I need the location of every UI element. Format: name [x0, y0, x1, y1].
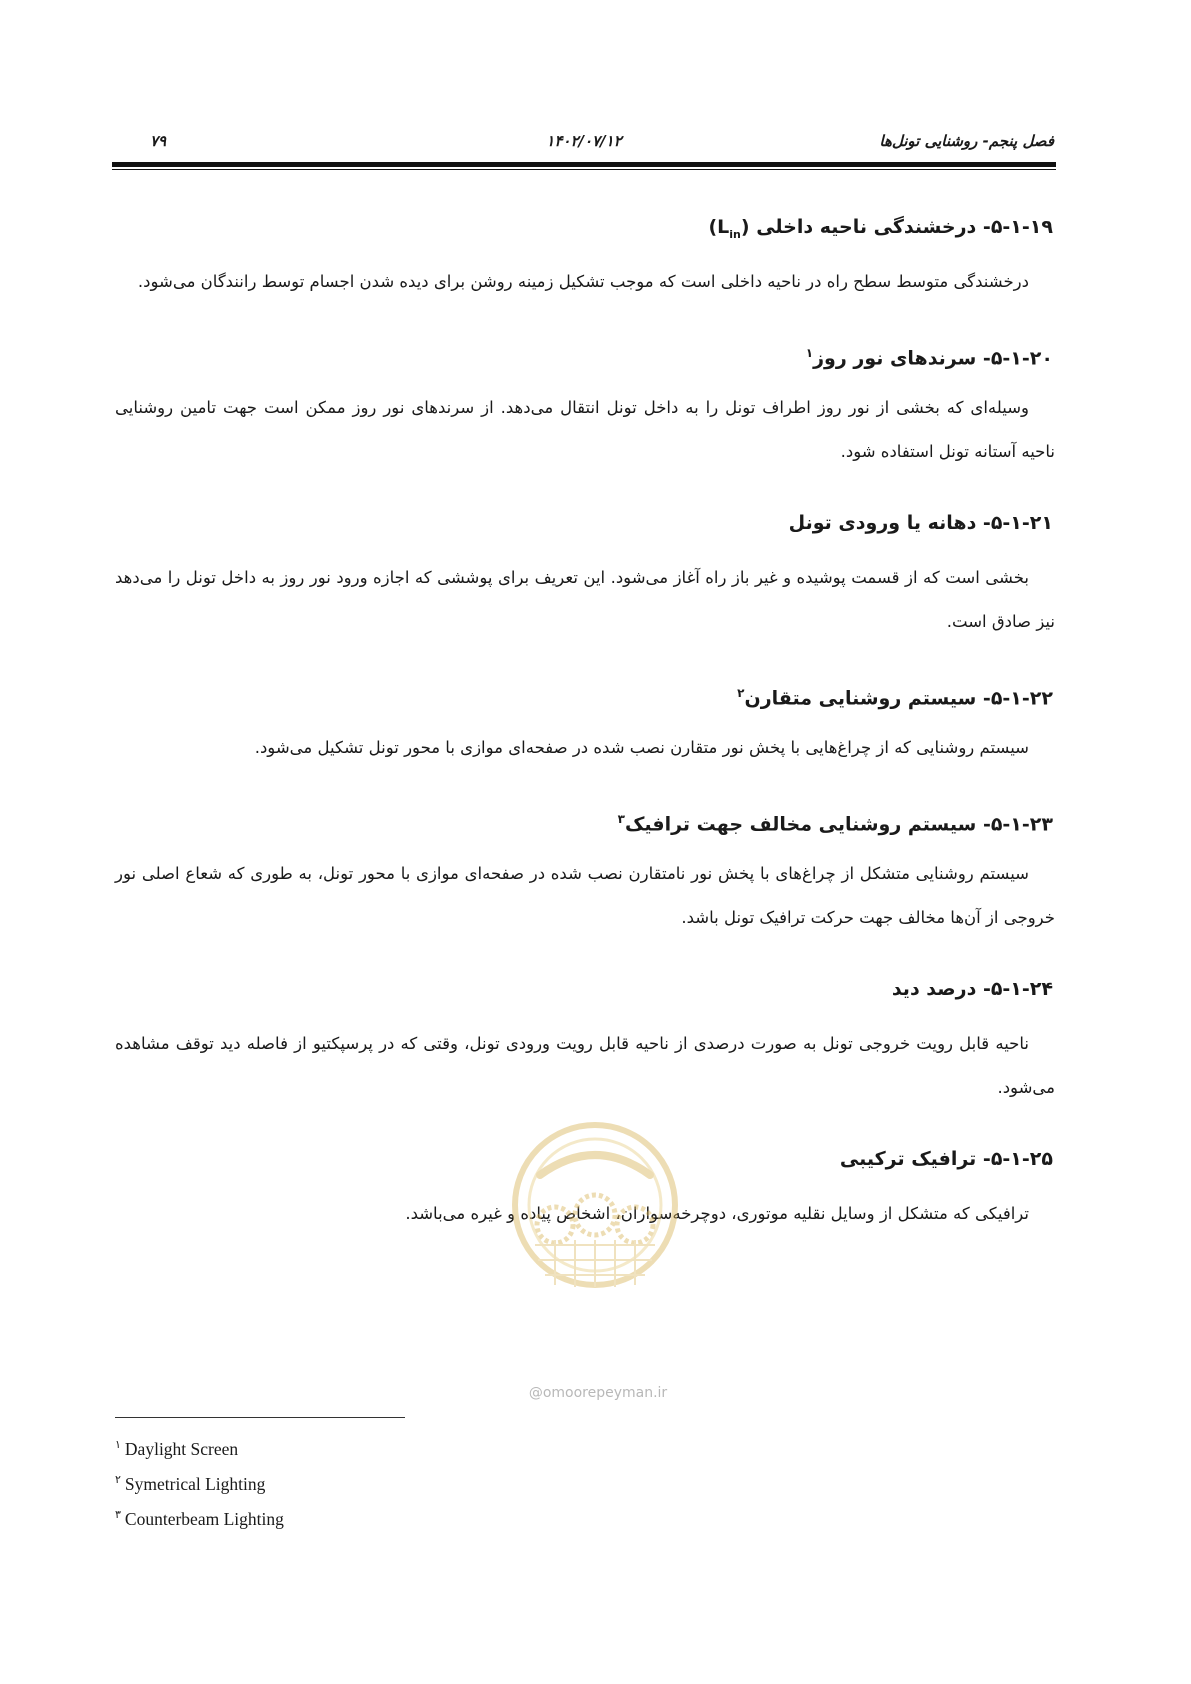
section-heading: ۵-۱-۲۲- سیستم روشنایی متقارن$^۲$ [737, 686, 1053, 710]
footnote-number: ۱ [115, 1439, 121, 1451]
section-body: وسیله‌ای که بخشی از نور روز اطراف تونل را به داخل تونل انتقال می‌دهد. از سرندهای نور روز ممکن است جهت تامین روشنایی ناحیه آستانه تونل استفاده شود. [115, 398, 1055, 461]
section-body: بخشی است که از قسمت پوشیده و غیر باز راه آغاز می‌شود. این تعریف برای پوششی که اجازه ورود نور روز به داخل تونل را می‌دهد نیز صادق است. [115, 568, 1055, 631]
chapter-title: فصل پنجم- روشنایی تونل‌ها [879, 132, 1054, 150]
footnote-ref[interactable]: ۱ [805, 346, 814, 360]
header-rule-thin [112, 169, 1056, 170]
header-date: ۱۴۰۲/۰۷/۱۲ [546, 132, 622, 150]
section-body: سیستم روشنایی متشکل از چراغ‌های با پخش نور نامتقارن نصب شده در صفحه‌ای موازی با محور تونل، به طوری که شعاع اصلی نور خروجی از آن‌ها مخالف جهت حرکت ترافیک تونل باشد. [115, 864, 1055, 927]
section-5-1-20 [115, 334, 1055, 474]
section-body: درخشندگی متوسط سطح راه در ناحیه داخلی است که موجب تشکیل زمینه روشن برای دیده شدن اجسام توسط رانندگان می‌شود. [137, 272, 1029, 291]
footnotes [115, 1432, 284, 1537]
footnote-rule [115, 1417, 405, 1418]
footnote-item [115, 1502, 284, 1537]
section-5-1-22 [115, 674, 1055, 770]
watermark-url: @omoorepeyman.ir [528, 1385, 668, 1401]
footnote-item [115, 1432, 284, 1467]
page-header [112, 128, 1056, 154]
footnote-item [115, 1467, 284, 1502]
heading-subscript: in [729, 227, 741, 241]
watermark-logo-icon [500, 1115, 690, 1355]
footnote-text: Symetrical Lighting [124, 1473, 266, 1494]
section-body: سیستم روشنایی که از چراغ‌هایی با پخش نور متقارن نصب شده در صفحه‌ای موازی با محور تونل تشکیل می‌شود. [254, 738, 1029, 757]
footnote-text: Daylight Screen [124, 1438, 239, 1459]
section-body: ناحیه قابل رویت خروجی تونل به صورت درصدی از ناحیه قابل رویت ورودی تونل، وقتی که در پرسپکتیو از فاصله دید توقف مشاهده می‌شود. [115, 1034, 1055, 1097]
document-body [115, 208, 1055, 1236]
section-body: ترافیکی که متشکل از وسایل نقلیه موتوری، دوچرخه‌سواران، اشخاص پیاده و غیره می‌باشد. [405, 1204, 1029, 1223]
section-5-1-19 [115, 208, 1055, 304]
section-5-1-23 [115, 800, 1055, 940]
section-heading: ۵-۱-۲۳- سیستم روشنایی مخالف جهت ترافیک$^۳$ [617, 812, 1053, 836]
footnote-ref[interactable]: ۲ [737, 686, 745, 700]
section-5-1-21 [115, 504, 1055, 644]
section-heading: ۵-۱-۲۱- دهانه یا ورودی تونل [788, 512, 1053, 534]
section-heading: ۵-۱-۲۵- ترافیک ترکیبی [839, 1148, 1053, 1170]
section-heading: ۵-۱-۲۴- درصد دید [891, 978, 1053, 1000]
section-5-1-24 [115, 970, 1055, 1110]
section-heading: ۵-۱-۲۰- سرندهای نور روز$^۱$ [805, 346, 1053, 370]
footnote-number: ۲ [115, 1474, 121, 1486]
section-heading: ۵-۱-۱۹- درخشندگی ناحیه داخلی $(L_{in})$ [708, 216, 1053, 241]
footnote-ref[interactable]: ۳ [617, 812, 625, 826]
footnote-number: ۳ [115, 1509, 121, 1521]
page-number: ۷۹ [150, 132, 167, 150]
footnote-text: Counterbeam Lighting [124, 1508, 284, 1529]
header-rule-thick [112, 162, 1056, 167]
